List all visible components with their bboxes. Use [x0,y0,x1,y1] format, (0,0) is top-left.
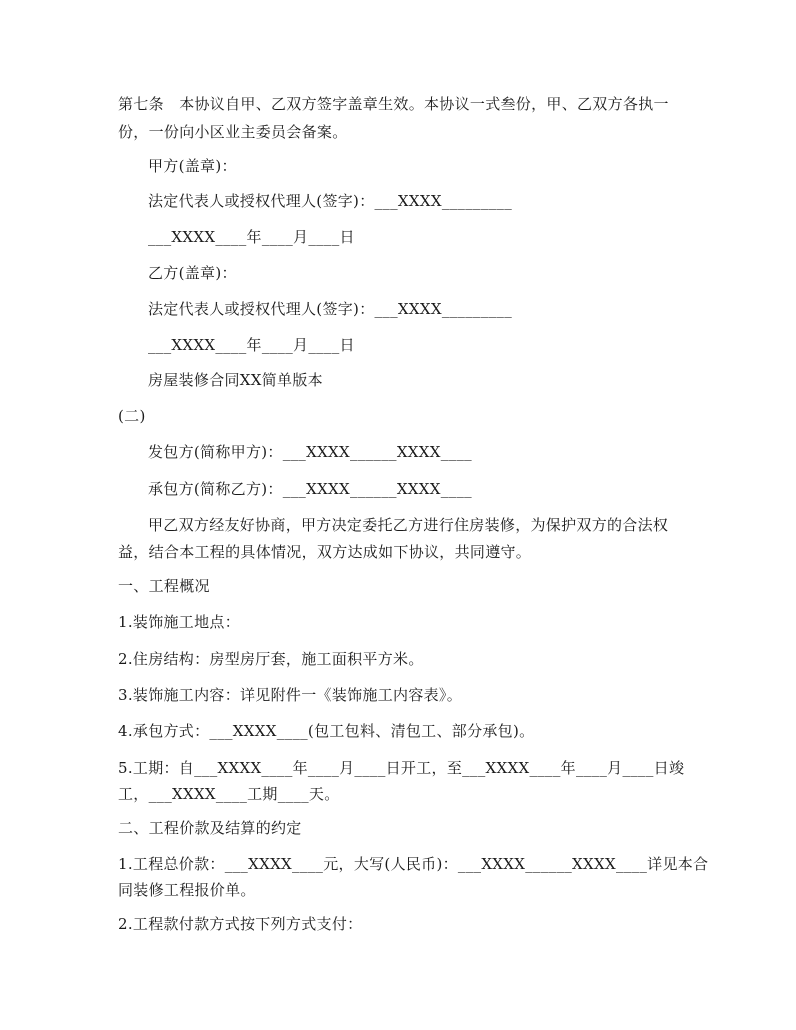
heading-project-overview: 一、工程概况 [118,577,210,595]
party-a-representative: 法定代表人或授权代理人(签字)：___XXXX_________ [148,192,513,210]
article-7-line-2: 份，一份向小区业主委员会备案。 [118,123,348,141]
item-duration-line-2: 工，___XXXX____工期____天。 [118,785,340,803]
item-payment-method: 2.工程款付款方式按下列方式支付： [118,915,363,933]
item-construction-location: 1.装饰施工地点： [118,613,241,631]
party-a-seal: 甲方(盖章)： [148,157,237,175]
item-total-price-line-2: 同装修工程报价单。 [118,881,256,899]
party-b-representative: 法定代表人或授权代理人(签字)：___XXXX_________ [148,300,513,318]
item-construction-content: 3.装饰施工内容：详见附件一《装饰施工内容表》。 [118,686,463,704]
employer-line: 发包方(简称甲方)：___XXXX______XXXX____ [148,443,472,461]
party-b-date: ___XXXX____年____月____日 [148,336,355,354]
document-title: 房屋装修合同XX简单版本 [148,371,323,389]
item-total-price-line-1: 1.工程总价款：___XXXX____元，大写(人民币)：___XXXX______XXXX____详见本合 [118,855,709,873]
contractor-line: 承包方(简称乙方)：___XXXX______XXXX____ [148,480,472,498]
item-contract-method: 4.承包方式：___XXXX____(包工包料、清包工、部分承包)。 [118,722,535,740]
preamble-line-2: 益，结合本工程的具体情况，双方达成如下协议，共同遵守。 [118,543,532,561]
item-duration-line-1: 5.工期：自___XXXX____年____月____日开工，至___XXXX____年____月____日竣 [118,759,685,777]
party-a-date: ___XXXX____年____月____日 [148,228,355,246]
heading-price-settlement: 二、工程价款及结算的约定 [118,819,302,837]
section-two-marker: (二) [118,407,146,425]
item-housing-structure: 2.住房结构：房型房厅套，施工面积平方米。 [118,650,424,668]
party-b-seal: 乙方(盖章)： [148,264,237,282]
preamble-line-1: 甲乙双方经友好协商，甲方决定委托乙方进行住房装修，为保护双方的合法权 [148,516,669,534]
article-7-line-1: 第七条 本协议自甲、乙双方签字盖章生效。本协议一式叁份，甲、乙双方各执一 [118,95,669,113]
